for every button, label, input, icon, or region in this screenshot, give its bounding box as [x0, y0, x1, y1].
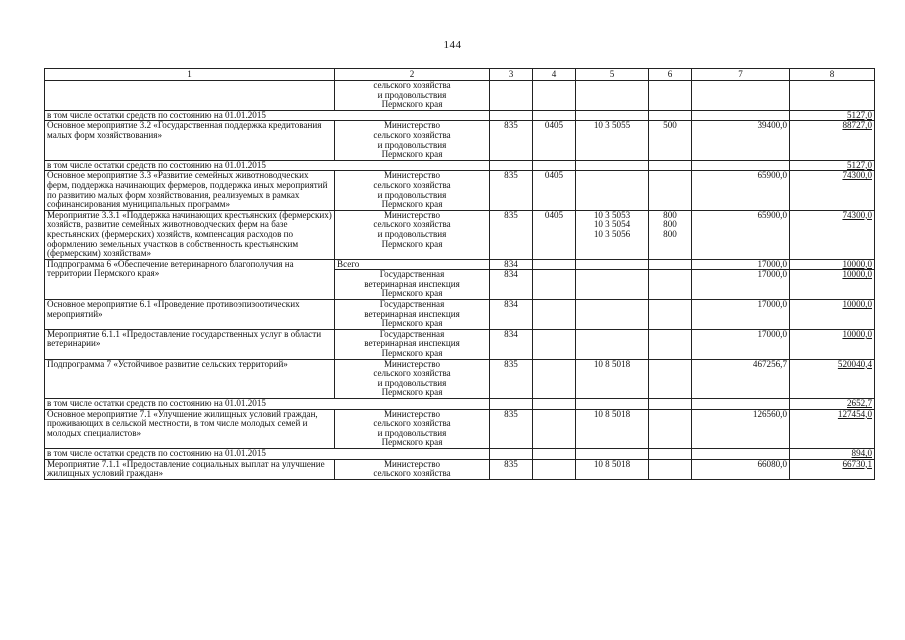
cell-rzpr [533, 300, 576, 330]
cell-vr [649, 399, 692, 410]
cell-amount-2015 [790, 81, 875, 111]
cell-amount-2015-plan: 65900,0 [692, 210, 790, 259]
cell-rzpr [533, 448, 576, 459]
cell-csr [576, 300, 649, 330]
cell-amount-2015 [790, 160, 875, 171]
cell-executor: сельского хозяйства и продовольствия Пермского края [335, 81, 490, 111]
cell-amount-2015 [790, 300, 875, 330]
cell-amount-2015-plan [692, 110, 790, 121]
cell-amount-2015 [790, 259, 875, 270]
cell-csr [576, 259, 649, 270]
cell-event: Основное мероприятие 6.1 «Проведение противоэпизоотических мероприятий» [45, 300, 335, 330]
table-row [45, 409, 875, 448]
cell-grbs: 834 [490, 270, 533, 300]
column-header: 2 [335, 69, 490, 81]
cell-amount-value: 66730,1 [842, 459, 872, 469]
cell-amount-value: 10000,0 [842, 269, 872, 280]
table-row [45, 171, 875, 210]
cell-csr [576, 160, 649, 171]
cell-amount-2015-plan: 467256,7 [692, 359, 790, 398]
cell-amount-2015 [790, 399, 875, 410]
cell-csr [576, 329, 649, 359]
cell-rzpr [533, 399, 576, 410]
cell-grbs [490, 110, 533, 121]
table-row [45, 121, 875, 160]
cell-grbs [490, 160, 533, 171]
cell-vr [649, 270, 692, 300]
cell-rzpr [533, 409, 576, 448]
table-row [45, 459, 875, 479]
cell-csr: 10 8 5018 [576, 459, 649, 479]
table-row [45, 359, 875, 398]
cell-vr [649, 160, 692, 171]
cell-event: Основное мероприятие 3.2 «Государственная поддержка кредитования малых форм хозяйствования» [45, 121, 335, 160]
cell-grbs: 835 [490, 459, 533, 479]
cell-csr [576, 270, 649, 300]
table-row [45, 210, 875, 259]
cell-vr [649, 110, 692, 121]
cell-event: в том числе остатки средств по состоянию на 01.01.2015 [45, 448, 490, 459]
cell-rzpr [533, 459, 576, 479]
cell-amount-value: 74300,0 [842, 170, 872, 181]
cell-executor: Министерство сельского хозяйства и продовольствия Пермского края [335, 359, 490, 398]
cell-csr [576, 110, 649, 121]
cell-amount-2015-plan: 65900,0 [692, 171, 790, 210]
cell-amount-2015 [790, 359, 875, 398]
cell-grbs: 835 [490, 359, 533, 398]
cell-amount-2015 [790, 270, 875, 300]
cell-executor: Министерство сельского хозяйства [335, 459, 490, 479]
cell-amount-2015-plan: 17000,0 [692, 270, 790, 300]
cell-amount-2015-plan: 17000,0 [692, 300, 790, 330]
cell-rzpr [533, 160, 576, 171]
cell-amount-value: 88727,0 [842, 120, 872, 131]
cell-amount-2015-plan: 39400,0 [692, 121, 790, 160]
cell-amount-value: 74300,0 [842, 210, 872, 220]
column-header: 8 [790, 69, 875, 81]
cell-rzpr [533, 259, 576, 270]
cell-amount-value: 10000,0 [842, 329, 872, 339]
cell-executor: Государственная ветеринарная инспекция Пермского края [335, 270, 490, 300]
cell-vr [649, 81, 692, 111]
cell-amount-2015 [790, 448, 875, 459]
cell-csr [576, 399, 649, 410]
column-number-row [45, 69, 875, 81]
cell-grbs: 835 [490, 409, 533, 448]
cell-amount-2015-plan: 17000,0 [692, 329, 790, 359]
cell-rzpr: 0405 [533, 210, 576, 259]
table-row [45, 110, 875, 121]
cell-amount-2015-plan: 66080,0 [692, 459, 790, 479]
cell-grbs [490, 399, 533, 410]
cell-executor: Всего [335, 259, 490, 270]
cell-grbs: 835 [490, 210, 533, 259]
cell-executor: Министерство сельского хозяйства и продовольствия Пермского края [335, 210, 490, 259]
cell-amount-value: 5127,0 [846, 160, 872, 170]
cell-csr: 10 8 5018 [576, 359, 649, 398]
cell-vr: 500 [649, 121, 692, 160]
cell-csr [576, 448, 649, 459]
cell-vr: 800 800 800 [649, 210, 692, 259]
cell-event: Подпрограмма 6 «Обеспечение ветеринарного благополучия на территории Пермского края» [45, 259, 335, 299]
cell-amount-2015-plan [692, 399, 790, 410]
column-header: 1 [45, 69, 335, 81]
cell-vr [649, 359, 692, 398]
cell-event: Мероприятие 3.3.1 «Поддержка начинающих крестьянских (фермерских) хозяйств, развитие семейных животноводческих ферм на базе крестьянских (фермерских) хозяйств, компенсация расходов по оформлению земельных участков в собственность крестьянским (фермерским) хозяйствам» [45, 210, 335, 259]
cell-event: в том числе остатки средств по состоянию на 01.01.2015 [45, 110, 490, 121]
table-row [45, 81, 875, 111]
table-row [45, 448, 875, 459]
cell-executor: Государственная ветеринарная инспекция Пермского края [335, 300, 490, 330]
cell-vr [649, 459, 692, 479]
cell-amount-2015-plan [692, 160, 790, 171]
page-number: 144 [443, 39, 462, 51]
cell-rzpr: 0405 [533, 171, 576, 210]
cell-rzpr: 0405 [533, 121, 576, 160]
cell-rzpr [533, 270, 576, 300]
column-header: 4 [533, 69, 576, 81]
cell-amount-2015 [790, 121, 875, 160]
cell-csr: 10 8 5018 [576, 409, 649, 448]
cell-vr [649, 300, 692, 330]
cell-amount-2015-plan [692, 81, 790, 111]
cell-executor: Министерство сельского хозяйства и продовольствия Пермского края [335, 409, 490, 448]
cell-csr [576, 81, 649, 111]
cell-csr [576, 171, 649, 210]
cell-vr [649, 259, 692, 270]
cell-vr [649, 171, 692, 210]
cell-amount-2015 [790, 459, 875, 479]
cell-event: Основное мероприятие 3.3 «Развитие семейных животноводческих ферм, поддержка начинающих фермеров, поддержка иных мероприятий по развитию малых форм хозяйствования, реализуемых в рамках софинансирования муниципальных программ» [45, 171, 335, 210]
cell-amount-2015 [790, 409, 875, 448]
cell-grbs: 835 [490, 121, 533, 160]
cell-event: Мероприятие 7.1.1 «Предоставление социальных выплат на улучшение жилищных условий граждан» [45, 459, 335, 479]
cell-grbs [490, 81, 533, 111]
cell-event: Мероприятие 6.1.1 «Предоставление государственных услуг в области ветеринарии» [45, 329, 335, 359]
cell-amount-2015 [790, 210, 875, 259]
column-header: 3 [490, 69, 533, 81]
column-header: 7 [692, 69, 790, 81]
budget-table [44, 68, 875, 480]
cell-amount-2015 [790, 110, 875, 121]
cell-amount-value: 2652,7 [846, 398, 872, 408]
table-row [45, 259, 875, 270]
table-row [45, 329, 875, 359]
cell-rzpr [533, 329, 576, 359]
cell-amount-value: 10000,0 [842, 299, 872, 310]
cell-amount-2015 [790, 171, 875, 210]
cell-grbs: 835 [490, 171, 533, 210]
cell-amount-value: 520040,4 [837, 359, 872, 369]
cell-grbs: 834 [490, 300, 533, 330]
cell-amount-2015-plan: 17000,0 [692, 259, 790, 270]
cell-event: Подпрограмма 7 «Устойчивое развитие сельских территорий» [45, 359, 335, 398]
cell-executor: Министерство сельского хозяйства и продовольствия Пермского края [335, 121, 490, 160]
cell-amount-value: 894,0 [851, 448, 872, 458]
cell-amount-value: 10000,0 [842, 259, 872, 269]
cell-amount-2015-plan: 126560,0 [692, 409, 790, 448]
cell-event: в том числе остатки средств по состоянию на 01.01.2015 [45, 160, 490, 171]
column-header: 5 [576, 69, 649, 81]
cell-amount-2015 [790, 329, 875, 359]
cell-event: в том числе остатки средств по состоянию на 01.01.2015 [45, 399, 490, 410]
cell-grbs: 834 [490, 329, 533, 359]
column-header: 6 [649, 69, 692, 81]
cell-rzpr [533, 110, 576, 121]
table-row [45, 399, 875, 410]
cell-rzpr [533, 359, 576, 398]
cell-grbs [490, 448, 533, 459]
cell-amount-value: 127454,0 [837, 409, 872, 419]
cell-grbs: 834 [490, 259, 533, 270]
cell-rzpr [533, 81, 576, 111]
cell-vr [649, 448, 692, 459]
cell-event: Основное мероприятие 7.1 «Улучшение жилищных условий граждан, проживающих в сельской местности, в том числе молодых семей и молодых специалистов» [45, 409, 335, 448]
cell-executor: Министерство сельского хозяйства и продовольствия Пермского края [335, 171, 490, 210]
cell-csr: 10 3 5055 [576, 121, 649, 160]
cell-amount-2015-plan [692, 448, 790, 459]
cell-amount-value: 5127,0 [846, 110, 872, 120]
cell-vr [649, 329, 692, 359]
cell-vr [649, 409, 692, 448]
table-row [45, 300, 875, 330]
cell-event [45, 81, 335, 111]
cell-executor: Государственная ветеринарная инспекция Пермского края [335, 329, 490, 359]
table-row [45, 160, 875, 171]
cell-csr: 10 3 5053 10 3 5054 10 3 5056 [576, 210, 649, 259]
